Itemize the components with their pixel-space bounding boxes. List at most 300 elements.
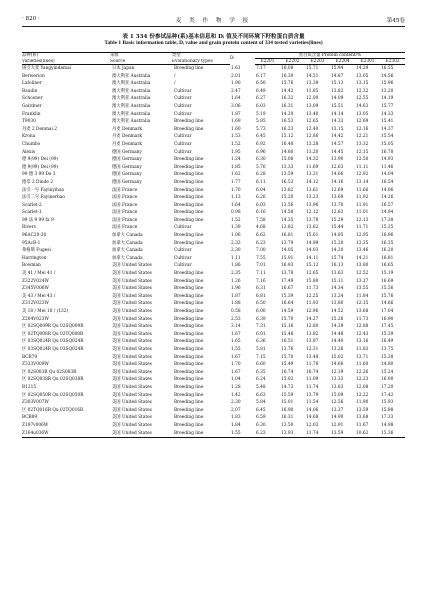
cell-type: Breeding line [174,66,204,71]
cell-di: 2.01 [231,73,241,79]
cell-source: 澳大利亚 Australia [112,96,151,102]
cell-protein: 12.15 [356,149,369,155]
table-row [22,414,405,422]
cell-protein: 6.24 [256,377,266,383]
cell-protein: 6.30 [256,422,266,428]
cell-variety: B1215 [22,384,37,390]
cell-protein: 11.74 [306,384,319,390]
cell-protein: 14.05 [281,248,294,254]
cell-source: 美国 United States [110,430,172,438]
cell-variety: Berwerion [22,73,45,79]
cell-protein: 6.17 [256,73,266,79]
cell-protein: 17.38 [381,217,394,223]
cell-protein: 15.39 [281,293,294,299]
cell-protein: 16.78 [381,149,394,155]
cell-type: Breeding line [174,309,204,314]
cell-protein: 11.69 [306,164,319,170]
cell-protein: 6.92 [256,141,266,147]
cell-di: 1.77 [231,179,241,185]
cell-di: 1.67 [231,331,241,337]
table-row [22,316,405,324]
cell-protein: 14.37 [381,126,394,132]
cell-source: 澳大利亚 Australia [112,103,151,109]
cell-variety: Z345V006W [22,286,49,292]
table-row [22,354,405,362]
cell-protein: 17.45 [381,324,394,330]
cell-di: 1.60 [231,126,241,132]
cell-protein: 11.91 [356,202,369,208]
cell-protein: 6.28 [256,172,266,178]
cell-protein: 6.63 [256,392,266,398]
cell-di: 1.86 [231,263,241,269]
cell-protein: 13.82 [281,225,294,231]
cell-protein: 12.88 [356,324,369,330]
table-row [22,73,405,81]
cell-protein: 14.21 [356,255,369,261]
cell-protein: 15.51 [331,103,344,109]
cell-protein: 11.76 [306,362,319,368]
col-source-zh: 来源 [110,53,172,59]
cell-protein: 16.64 [281,301,294,307]
table-row [22,209,405,217]
cell-protein: 15.19 [381,271,394,277]
cell-di: 1.88 [231,301,241,307]
cell-di: 1.87 [231,111,241,117]
table-row [22,361,405,369]
cell-protein: 16.31 [281,415,294,421]
cell-protein: 16.69 [381,278,394,284]
cell-protein: 17.04 [381,309,394,314]
cell-variety: 区 02TQ008R Qu 02TQ008R [22,331,84,337]
cell-protein: 12.43 [356,331,369,337]
cell-source: 美国 United States [112,316,152,322]
cell-protein: 6.81 [256,293,266,299]
cell-protein: 13.14 [356,179,369,185]
cell-protein: 15.61 [306,233,319,239]
cell-protein: 11.01 [356,210,369,216]
cell-variety: Z164u036W [22,430,110,438]
cell-type: Cultivar [174,103,192,109]
cell-protein: 14.57 [331,141,344,147]
cell-type: Breeding line [174,415,204,421]
cell-protein: 6.96 [256,149,266,155]
cell-protein: 15.38 [381,354,394,360]
col-env: E2203 [305,59,330,65]
cell-source: 法国 France [112,195,138,201]
cell-protein: 13.48 [306,354,319,360]
table-row [22,171,405,179]
cell-protein: 6.30 [256,157,266,163]
cell-source: 加拿大 Canada [112,233,143,239]
cell-protein: 13.40 [306,111,319,117]
cell-protein: 13.97 [306,339,319,345]
cell-protein: 12.21 [356,134,369,140]
cell-protein: 13.46 [356,248,369,254]
cell-protein: 16.00 [381,377,394,383]
cell-protein: 11.73 [306,286,319,292]
cell-protein: 16.90 [281,407,294,413]
cell-protein: 15.02 [331,354,344,360]
cell-protein: 7.58 [256,217,266,223]
cell-protein: 13.24 [331,293,344,299]
cell-source: 日本 Japan [112,66,135,71]
cell-source: 美国 United States [112,369,152,375]
cell-protein: 15.11 [331,278,344,284]
cell-protein: 12.23 [356,377,369,383]
cell-type: Breeding line [174,369,204,375]
cell-protein: 6.50 [256,301,266,307]
cell-protein: 11.83 [356,346,369,352]
cell-protein: 16.53 [281,179,294,185]
cell-di: 0.98 [231,210,241,216]
table-row [22,118,405,126]
table-row [22,331,405,339]
cell-protein: 11.84 [356,293,369,299]
cell-source: 美国 United States [112,354,152,360]
cell-protein: 15.36 [380,430,405,438]
cell-variety: 弗格斯 Fugesi [22,248,51,254]
cell-type: Breeding line [174,377,204,383]
cell-type: Breeding line [172,430,230,438]
cell-type: Breeding line [174,187,204,193]
table-caption-en: Table 1 Basic information table, Dᵢ value and grain protein content of 334 tested varieties(lines) [104,40,323,46]
cell-protein: 13.05 [356,111,369,117]
cell-di: 1.42 [231,392,241,398]
cell-protein: 13.96 [306,202,319,208]
cell-protein: 15.08 [281,157,294,163]
cell-variety: 法引一号 Fayinyihao [22,187,65,193]
cell-protein: 13.82 [331,88,344,94]
cell-protein: 15.02 [281,377,294,383]
cell-protein: 6.60 [256,362,266,368]
cell-protein: 13.82 [306,331,319,337]
cell-protein: 14.20 [281,111,294,117]
cell-protein: 11.92 [356,195,369,201]
col-type-zh: 类型 [172,53,230,59]
table-row [22,126,405,134]
cell-protein: 14.40 [331,339,344,345]
cell-protein: 12.25 [306,293,319,299]
cell-type: Breeding line [174,339,204,345]
cell-protein: 14.48 [331,331,344,337]
cell-source: 澳大利亚 Australia [112,73,151,79]
cell-variety: Gairdner [22,103,42,109]
cell-protein: 12.16 [356,126,369,132]
cell-protein: 11.11 [356,164,369,170]
cell-protein: 15.12 [306,263,319,269]
cell-protein: 15.26 [331,316,344,322]
cell-source: 美国 United States [112,377,152,383]
cell-protein: 14.66 [381,301,394,307]
cell-di: 1.95 [231,149,241,155]
cell-protein: 13.33 [331,377,344,383]
cell-di: 2.35 [231,271,241,277]
cell-type: Breeding line [174,172,204,178]
cell-source: 美国 United States [112,324,152,330]
cell-variety: 区 03SQ024R Qu 03SQ024R [22,346,84,352]
cell-variety: 区 02SQ050R Qu 02SQ050R [22,392,84,398]
cell-protein: 6.27 [256,96,266,102]
cell-variety: 99 德 3 99 De 3 [22,172,56,178]
cell-variety: BCB79 [22,354,38,360]
cell-protein: 16.67 [281,286,294,292]
cell-variety: 美 41 / Mei 41 / [22,271,56,277]
cell-variety: BCB89 [22,415,38,421]
cell-di: 1.62 [231,172,241,178]
table-row [22,285,405,293]
col-variety-en: Varieties(lines) [22,59,110,65]
cell-protein: 14.14 [331,111,344,117]
cell-protein: 14.63 [356,103,369,109]
cell-variety: Schooner [22,96,43,102]
cell-protein: 14.16 [331,179,344,185]
cell-variety: Chumbo [22,141,41,147]
cell-di: 0.58 [231,309,241,314]
cell-protein: 14.99 [306,240,319,246]
cell-protein: 12.32 [356,88,369,94]
cell-di: 1.70 [231,187,241,193]
cell-protein: 6.31 [256,286,266,292]
cell-protein: 6.36 [256,339,266,345]
cell-variety: Z333V009W [22,362,49,368]
cell-protein: 14.39 [331,324,344,330]
cell-protein: 15.94 [331,66,344,71]
cell-variety: 扬引大麦 Yangyindamai [22,66,72,71]
table-row [22,133,405,141]
cell-source: 美国 United States [112,346,152,352]
cell-protein: 7.16 [256,278,266,284]
cell-protein: 15.76 [281,81,294,87]
cell-di: 1.52 [231,141,241,147]
cell-protein: 5.85 [256,119,266,125]
cell-protein: 13.09 [306,103,319,109]
cell-source: 加拿大 Canada [112,240,143,246]
cell-type: Breeding line [174,233,204,239]
col-env: E2202 [280,59,305,65]
cell-protein: 16.23 [281,126,294,132]
cell-protein: 12.69 [356,119,369,125]
cell-variety: 区 02S003R Qu 02S003R [22,369,77,375]
cell-di: 1.90 [231,81,241,87]
cell-di: 1.11 [231,255,241,261]
cell-protein: 14.90 [331,415,344,421]
cell-source: 美国 United States [112,384,152,390]
cell-protein: 13.59 [330,430,355,438]
cell-protein: 14.06 [306,407,319,413]
cell-type: Breeding line [174,316,204,322]
cell-protein: 13.32 [356,141,369,147]
cell-protein: 14.29 [356,66,369,71]
cell-protein: 16.35 [381,240,394,246]
table-row [22,346,405,354]
cell-protein: 13.33 [281,164,294,170]
cell-type: Breeding line [174,354,204,360]
cell-protein: 14.94 [381,210,394,216]
cell-protein: 12.80 [306,324,319,330]
cell-type: Breeding line [174,324,204,330]
cell-protein: 12.86 [306,134,319,140]
cell-protein: 4.68 [256,225,266,231]
cell-protein: 12.00 [306,96,319,102]
table-row [22,399,405,407]
cell-protein: 14.27 [306,316,319,322]
cell-variety: Z312V023W [22,301,49,307]
cell-source: 美国 United States [112,339,152,345]
cell-protein: 10.62 [355,430,380,438]
cell-protein: 13.80 [356,263,369,269]
cell-source: 澳大利亚 Australia [112,81,151,87]
cell-type: Cultivar [174,248,192,254]
cell-type: Cultivar [174,111,192,117]
cell-source: 美国 United States [112,422,152,428]
cell-protein: 15.59 [281,392,294,398]
cell-protein: 11.73 [356,316,369,322]
cell-protein: 13.59 [356,407,369,413]
cell-source: 美国 United States [112,271,152,277]
cell-protein: 5.19 [256,111,266,117]
cell-protein: 17.33 [381,415,394,421]
cell-protein: 13.93 [280,430,305,438]
cell-di: 1.67 [231,354,241,360]
cell-protein: 15.41 [381,119,394,125]
cell-source: 德国 Germany [112,172,142,178]
cell-protein: 13.82 [281,187,294,193]
cell-protein: 16.81 [281,233,294,239]
cell-protein: 16.08 [281,66,294,71]
col-env: E2301 [355,59,380,65]
cell-type: Breeding line [174,126,204,132]
cell-protein: 14.58 [281,210,294,216]
cell-protein: 15.44 [331,225,344,231]
cell-protein: 11.60 [356,362,369,368]
cell-variety: Scarlet-2 [22,202,42,208]
col-env: E2204 [330,59,355,65]
cell-type: Breeding line [174,422,204,428]
cell-protein: 14.95 [331,233,344,239]
table-row [22,262,405,270]
cell-variety: Bowman [22,263,41,269]
cell-protein: 15.98 [381,407,394,413]
cell-variety: Z303V007W [22,400,49,406]
cell-type: Breeding line [174,286,204,292]
cell-protein: 11.85 [306,88,319,94]
cell-type: Breeding line [174,202,204,208]
cell-source: 德国 Germany [112,164,142,170]
cell-protein: 11.46 [381,164,394,170]
cell-variety: 区 02SQ009R Qu 02SQ009R [22,324,84,330]
table-head [22,53,405,65]
cell-protein: 13.50 [281,422,294,428]
table-row [22,255,405,263]
cell-protein: 16.96 [381,233,394,239]
cell-source: 美国 United States [112,278,152,284]
table-row [22,270,405,278]
cell-di: 3.06 [231,103,241,109]
cell-protein: 13.16 [356,339,369,345]
cell-protein: 13.63 [331,271,344,277]
cell-protein: 16.74 [281,369,294,375]
cell-variety: 99 法 9 99 fa 9 [22,217,54,223]
cell-di: 1.53 [231,134,241,140]
cell-protein: 13.80 [331,301,344,307]
table-row [22,278,405,286]
table-row [22,369,405,377]
cell-variety: 96AC20-20 [22,233,47,239]
table-row [22,300,405,308]
cell-protein: 11.74 [305,430,330,438]
cell-protein: 13.15 [331,126,344,132]
cell-protein: 16.57 [381,202,394,208]
cell-protein: 13.28 [306,141,319,147]
cell-protein: 14.26 [381,195,394,201]
cell-protein: 13.68 [356,415,369,421]
cell-protein: 5.76 [256,164,266,170]
cell-variety: 德奈 2 Dinde 2 [22,179,54,185]
cell-protein: 6.59 [256,415,266,421]
cell-type: Breeding line [174,301,204,307]
cell-protein: 6.11 [256,179,266,185]
cell-type: / [174,73,176,79]
cell-protein: 16.53 [281,119,294,125]
cell-protein: 15.77 [381,103,394,109]
cell-protein: 15.76 [381,293,394,299]
cell-type: Cultivar [174,225,192,231]
cell-protein: 12.40 [306,126,319,132]
cell-di: 1.64 [231,202,241,208]
cell-source: 德国 Germany [112,179,142,185]
cell-di: 1.61 [231,65,241,71]
cell-protein: 16.40 [281,141,294,147]
cell-variety: 区 02TQ016R Qu 02TQ016R [22,407,84,413]
cell-protein: 13.71 [356,354,369,360]
cell-protein: 6.23 [255,430,280,438]
cell-protein: 7.01 [256,263,266,269]
cell-protein: 15.70 [281,354,294,360]
cell-di: 2.33 [231,240,241,246]
table-caption-zh: 表 1 334 份参试品种(系)基本信息和 Dᵢ 值及不同环境下籽粒蛋白质含量 [122,34,305,40]
table-row [22,202,405,210]
cell-protein: 15.05 [381,141,394,147]
cell-variety: 德 9(99) Dei (99) [22,164,59,170]
cell-source: 美国 United States [112,301,152,307]
cell-source: 加拿大 Canada [112,248,143,254]
cell-protein: 5.73 [256,126,266,132]
cell-protein: 15.80 [306,278,319,284]
cell-type: Cultivar [174,255,192,261]
table-row [22,141,405,149]
cell-variety: 法引二号 Fayinerhao [22,195,65,201]
cell-type: Breeding line [174,157,204,163]
cell-protein: 7.31 [256,324,266,330]
cell-di: 1.69 [231,119,241,125]
cell-protein: 14.66 [331,172,344,178]
cell-protein: 6.04 [256,187,266,193]
cell-source: 美国 United States [112,407,152,413]
cell-type: Cultivar [174,149,192,155]
cell-protein: 13.70 [331,202,344,208]
cell-protein: 7.11 [256,271,266,277]
cell-protein: 14.68 [331,362,344,368]
cell-di: 1.96 [231,286,241,292]
cell-protein: 13.15 [356,81,369,87]
cell-protein: 15.96 [381,81,394,87]
cell-protein: 12.31 [306,346,319,352]
cell-protein: 15.01 [281,400,294,406]
cell-type: Breeding line [174,271,204,277]
cell-protein: 14.42 [331,134,344,140]
table-row [22,430,405,438]
cell-di: 1.06 [231,233,241,239]
